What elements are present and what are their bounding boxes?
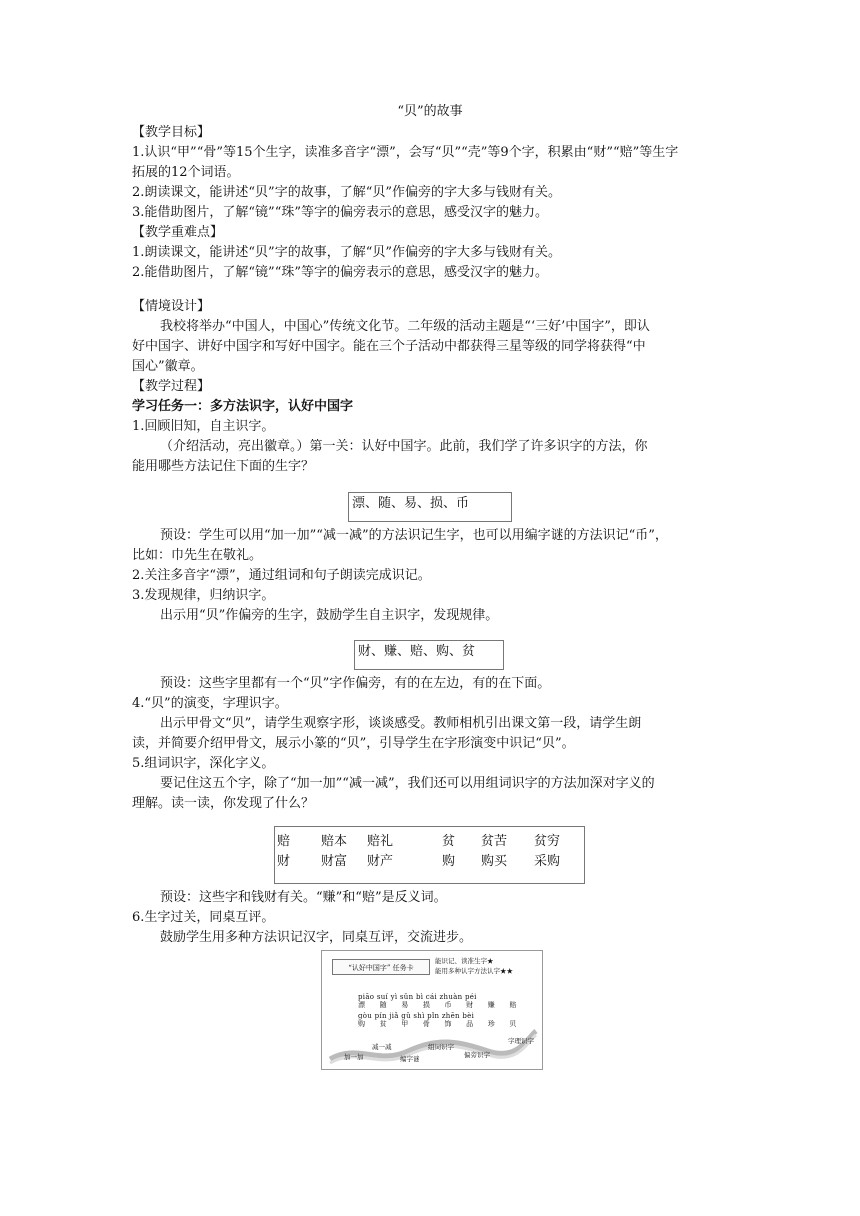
pinyin-row: piāo suí yì sǔn bì cái zhuàn péi bbox=[358, 993, 477, 1001]
task-heading: 学习任务一：多方法识字，认好中国字 bbox=[132, 399, 354, 414]
key-point-item: 2.能借助图片，了解“镜”“珠”等字的偏旁表示的意思，感受汉字的魅力。 bbox=[132, 265, 548, 280]
word-cell: 赔本 bbox=[321, 834, 348, 849]
objective-item: 3.能借助图片，了解“镜”“珠”等字的偏旁表示的意思，感受汉字的魅力。 bbox=[132, 205, 548, 220]
method-label: 编字谜 bbox=[400, 1055, 420, 1063]
character-box: 漂、随、易、损、币 bbox=[348, 492, 512, 522]
character-row: 漂 随 易 损 币 财 赚 赔 bbox=[358, 1001, 523, 1009]
objective-item: 2.朗读课文，能讲述“贝”字的故事，了解“贝”作偏旁的字大多与钱财有关。 bbox=[132, 185, 561, 200]
step-heading: 6.生字过关，同桌互评。 bbox=[132, 910, 275, 925]
word-cell: 购 bbox=[442, 854, 456, 869]
step-heading: 4.“贝”的演变，字理识字。 bbox=[132, 696, 288, 711]
word-cell: 财 bbox=[277, 854, 291, 869]
method-label: 偏旁识字 bbox=[464, 1051, 490, 1059]
key-points-heading: 【教学重难点】 bbox=[132, 225, 224, 240]
word-grid bbox=[274, 826, 585, 884]
step-heading: 5.组词识字，深化字义。 bbox=[132, 756, 275, 771]
task-card-title: “认好中国字” 任务卡 bbox=[332, 959, 430, 975]
task-card-requirement: 能用多种认字方法认字★★ bbox=[435, 967, 513, 975]
task-card-requirement: 能识记、读准生字★ bbox=[435, 957, 494, 965]
character-row: 购 贫 甲 骨 饰 品 珍 贝 bbox=[358, 1020, 523, 1028]
situation-heading: 【情境设计】 bbox=[132, 299, 211, 314]
pinyin-row: gòu pín jiǎ gǔ shì pǐn zhēn bèi bbox=[358, 1012, 475, 1020]
word-cell: 贫 bbox=[442, 834, 456, 849]
preset-text: 预设：这些字和钱财有关。“赚”和“赔”是反义词。 bbox=[160, 890, 447, 905]
word-cell: 财产 bbox=[367, 854, 394, 869]
preset-text: 预设：学生可以用“加一加”“减一减”的方法识记生字，也可以用编字谜的方法识记“币”， bbox=[160, 528, 668, 543]
situation-text: 好中国字、讲好中国字和写好中国字。能在三个子活动中都获得三星等级的同学将获得“中 bbox=[132, 339, 646, 354]
step-text: 出示用“贝”作偏旁的生字，鼓励学生自主识字，发现规律。 bbox=[160, 608, 499, 623]
step-heading: 3.发现规律，归纳识字。 bbox=[132, 588, 275, 603]
key-point-item: 1.朗读课文，能讲述“贝”字的故事，了解“贝”作偏旁的字大多与钱财有关。 bbox=[132, 245, 561, 260]
word-cell: 财富 bbox=[321, 854, 348, 869]
task-card-image bbox=[321, 950, 543, 1070]
step-text: 鼓励学生用多种方法识记汉字，同桌互评，交流进步。 bbox=[160, 930, 473, 945]
step-text: 出示甲骨文“贝”，请学生观察字形，谈谈感受。教师相机引出课文第一段，请学生朗 bbox=[160, 716, 642, 731]
step-text: 能用哪些方法记住下面的生字？ bbox=[132, 459, 315, 474]
word-cell: 采购 bbox=[534, 854, 561, 869]
situation-text: 国心”徽章。 bbox=[132, 359, 204, 374]
word-cell: 贫苦 bbox=[481, 834, 508, 849]
step-text: 读，并简要介绍甲骨文，展示小篆的“贝”，引导学生在字形演变中识记“贝”。 bbox=[132, 736, 575, 751]
objective-item: 拓展的12个词语。 bbox=[132, 165, 240, 180]
objectives-heading: 【教学目标】 bbox=[132, 125, 211, 140]
preset-text: 预设：这些字里都有一个“贝”字作偏旁，有的在左边，有的在下面。 bbox=[160, 676, 551, 691]
word-cell: 赔礼 bbox=[367, 834, 394, 849]
word-cell: 赔 bbox=[277, 834, 291, 849]
step-heading: 1.回顾旧知，自主识字。 bbox=[132, 419, 275, 434]
word-cell: 购买 bbox=[481, 854, 508, 869]
method-label: 减一减 bbox=[372, 1043, 392, 1051]
method-label: 加一加 bbox=[344, 1053, 364, 1061]
character-box: 财、赚、赔、购、贫 bbox=[354, 640, 504, 670]
situation-text: 我校将举办“中国人，中国心”传统文化节。二年级的活动主题是“‘三好’中国字”，即认 bbox=[160, 319, 650, 334]
method-label: 字理识字 bbox=[508, 1037, 534, 1045]
step-text: 要记住这五个字，除了“加一加”“减一减”，我们还可以用组词识字的方法加深对字义的 bbox=[160, 776, 655, 791]
word-cell: 贫穷 bbox=[534, 834, 561, 849]
method-label: 组词识字 bbox=[428, 1043, 454, 1051]
step-text: （介绍活动，亮出徽章。）第一关：认好中国字。此前，我们学了许多识字的方法，你 bbox=[160, 439, 648, 454]
process-heading: 【教学过程】 bbox=[132, 379, 211, 394]
step-text: 理解。读一读，你发现了什么？ bbox=[132, 796, 315, 811]
step-heading: 2.关注多音字“漂”，通过组词和句子朗读完成识记。 bbox=[132, 568, 431, 583]
page-title: “贝”的故事 bbox=[397, 104, 463, 119]
preset-text: 比如：巾先生在敬礼。 bbox=[132, 548, 263, 563]
objective-item: 1.认识“甲”“骨”等15个生字，读准多音字“漂”，会写“贝”“壳”等9个字，积累由“财”“赔”等生字 bbox=[132, 145, 679, 160]
